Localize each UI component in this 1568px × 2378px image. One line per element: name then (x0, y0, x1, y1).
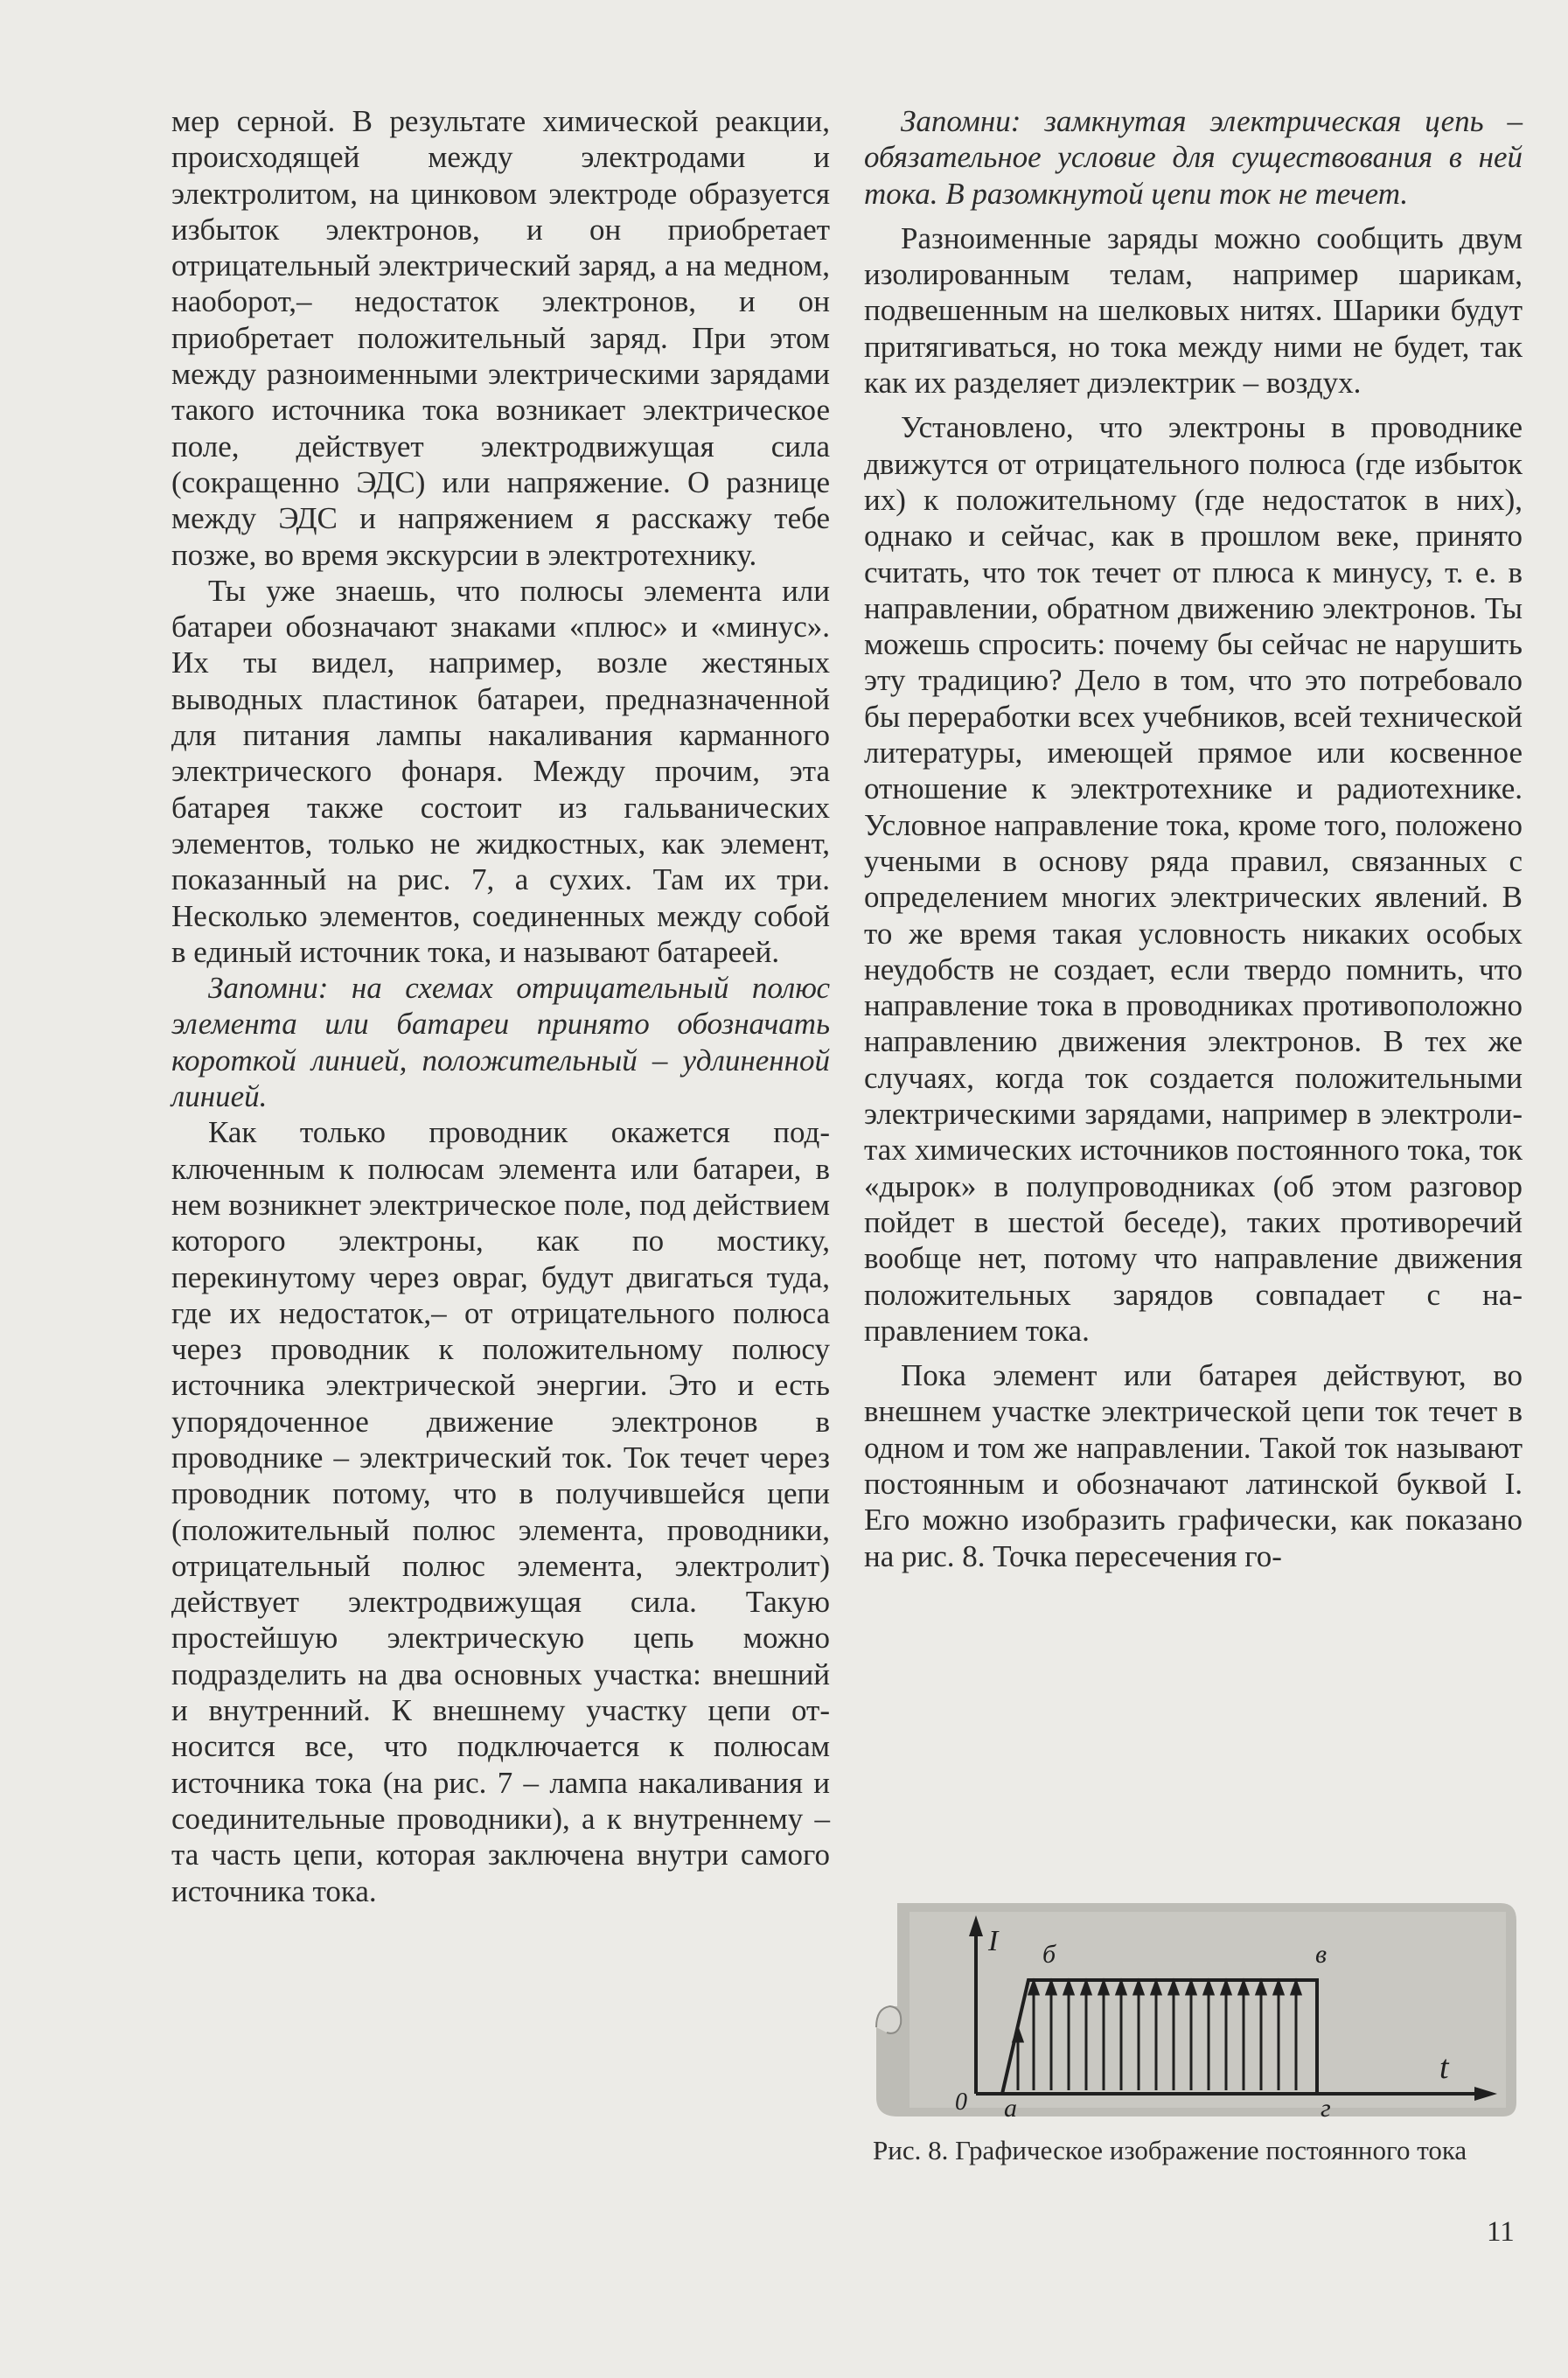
remember-note-text: Запомни: замкнутая электрическая цепь – обязательное условие для существования в ней тока. В разомкнутой цепи ток не течет. (864, 104, 1523, 211)
figure-8-svg (871, 1896, 1520, 2127)
left-paragraph-3-remember-note: Запомни: на схемах отрицательный полюс элемента или батареи принято обозначать короткой линией, положительный – удлиненной линией. (171, 971, 830, 1114)
right-paragraph-2: Разноименные заряды можно сообщить двум изолированным телам, например шарикам, подвешенным на шелковых нитях. Шарики будут притягиваться, но тока между ними не будет, так как их разделяет диэлектрик – воздух. (864, 220, 1523, 401)
label-axis-y: I (988, 1925, 999, 1957)
right-paragraph-3: Установлено, что электроны в проводнике движутся от отрицательного полюса (где избыток их) к положительному (где недостаток в них), однако и сейчас, как в прошлом веке, принято считать, что ток течет от плюса к минусу, т. е. в направлении, обратном движению электронов. Ты можешь спросить: почему бы сейчас не нарушить эту традицию? Дело в том, что это потребовало бы переработки всех учебников, всей технической литературы, имеющей прямое или косвенное отношение к электротехнике и радиотехнике. Условное направление тока, кроме того, положено учеными в основу ряда правил, связанных с определением многих электрических явлений. В то же время такая условность никаких особых неудобств не создает, если твердо помнить, что направление тока в проводниках противоположно направлению движения электронов. В тех же случаях, когда ток создается положительными электрическими зарядами, например в электролитах химических источников постоянного тока, ток «дырок» в полупроводниках (об этом разговор пойдет в шестой беседе), таких противоречий вообще нет, потому что направление движения положительных зарядов совпадает с направлением тока. (864, 410, 1523, 1348)
label-point-v: в (1315, 1940, 1328, 1969)
label-axis-x: t (1439, 2049, 1449, 2086)
right-paragraph-1-remember-note (864, 103, 1523, 212)
label-point-b: б (1042, 1940, 1056, 1969)
right-column (864, 103, 1523, 1574)
label-point-g: г (1321, 2094, 1331, 2123)
label-origin: 0 (955, 2089, 967, 2116)
figure-caption: Рис. 8. Графическое изображение постоянного тока (873, 2135, 1467, 2165)
page-number: 11 (1487, 2216, 1515, 2248)
left-paragraph-1: мер серной. В результате химической реакции, происходящей между электродами и электролитом, на цинковом электроде образуется избыток электронов, и он приобретает отрицательный электрический заряд, а на медном, наоборот,– недостаток электронов, и он приобретает положительный заряд. При этом между разноименными электрическими зарядами такого источника тока возникает электрическое поле, действует электродвижущая сила (сокращенно ЭДС) или напряжение. О разнице между ЭДС и напряжением я расскажу тебе позже, во время экскурсии в электротехнику. (171, 104, 830, 572)
label-point-a: а (1004, 2094, 1017, 2123)
figure-8-dc-current-graph (871, 1896, 1520, 2127)
left-paragraph-4: Как только проводник окажется подключенным к полюсам элемента или батареи, в нем возникнет электрическое поле, под действием которого электроны, как по мостику, перекинутому через овраг, будут двигаться туда, где их недостаток,– от отрицательного полюса через проводник к положительному полюсу источника электрической энергии. Это и есть упорядоченное движение электронов в проводнике – электрический ток. Ток течет через проводник потому, что в получившейся цепи (положительный полюс элемента, проводники, отрицательный полюс элемента, электролит) действует электродвижущая сила. Такую простейшую электрическую цепь можно подразделить на два основных участка: внешний и внутренний. К внешнему участку цепи относится все, что подключается к полюсам источника тока (на рис. 7 – лампа накаливания и соединительные проводники), а к внутреннему – та часть цепи, которая заключена внутри самого источника тока. (171, 1115, 830, 1908)
right-paragraph-4: Пока элемент или батарея действуют, во внешнем участке электрической цепи ток течет в одном и том же направлении. Такой ток называют постоянным и обозначают латинской буквой I. Его можно изобразить графически, как показано на рис. 8. Точка пересечения го- (864, 1358, 1523, 1573)
left-paragraph-2: Ты уже знаешь, что полюсы элемента или батареи обозначают знаками «плюс» и «минус». Их ты видел, например, возле жестяных выводных пластинок батареи, предназначенной для питания лампы накаливания карманного электрического фонаря. Между прочим, эта батарея также состоит из гальванических элементов, только не жидкостных, как элемент, показанный на рис. 7, а сухих. Там их три. Несколько элементов, соединенных между собой в единый источник тока, и называют батареей. (171, 573, 830, 969)
left-column (171, 103, 830, 1909)
